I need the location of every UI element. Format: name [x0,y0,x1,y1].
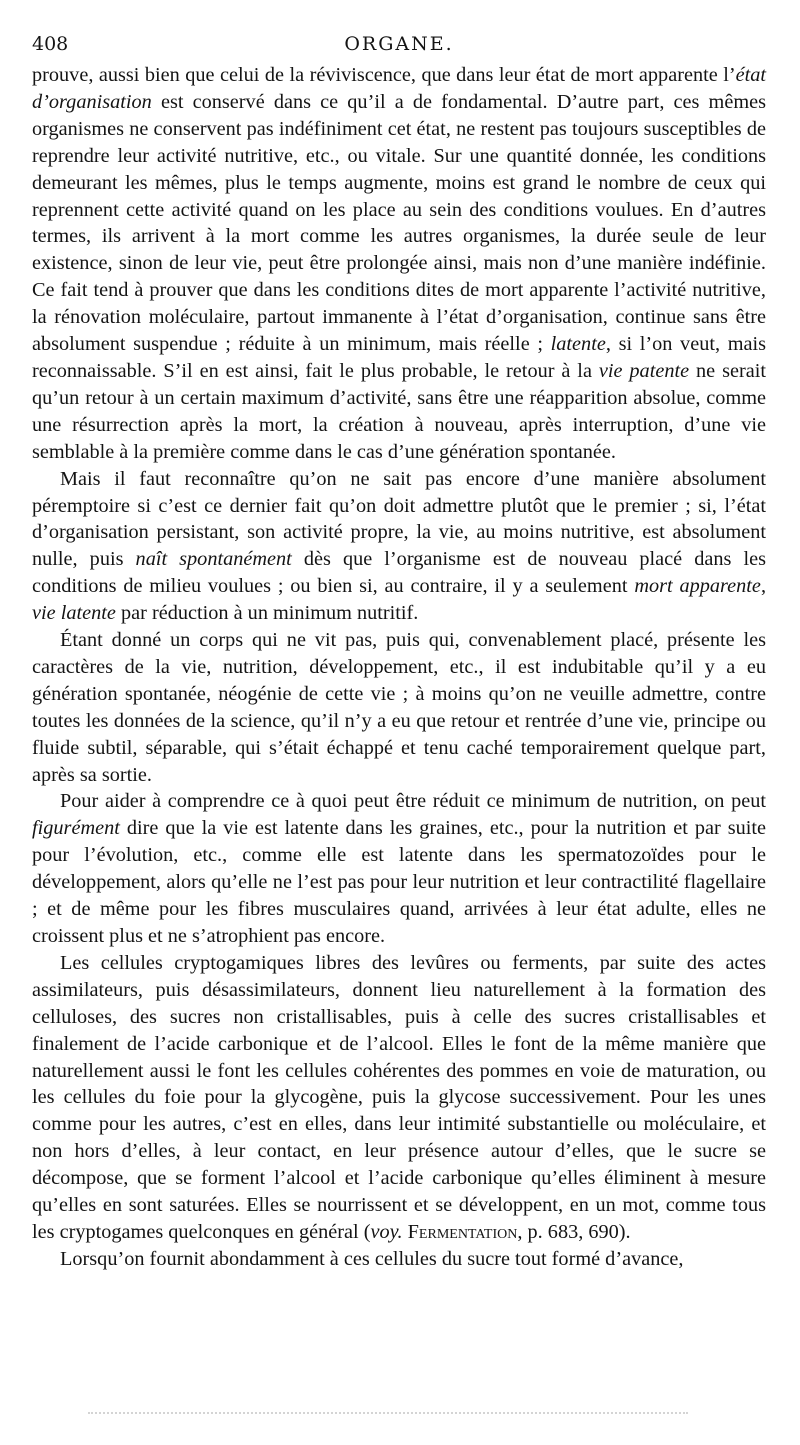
running-title: ORGANE. [344,33,454,55]
text-segment: ne serait qu’un retour à un certain maximum d’activité, sans être une réapparition absolue, comme une résurrection après la mort, la création à nouveau, après interruption, d’une vie semblable à la première comme dans le cas d’une génération spontanée. [32,359,766,463]
text-segment: vie patente [598,359,690,382]
text-segment: prouve, aussi bien que celui de la réviviscence, que dans leur état de mort apparente l’ [32,64,736,86]
page-header [32,26,766,62]
text-segment: vie latente [32,602,116,625]
text-segment: , p. 683, 690). [517,1220,631,1243]
text-segment: , si l’on veut, mais reconnaissable. S’il en est ainsi, fait le plus probable, le retour à la [32,333,767,382]
text-segment: Les cellules cryptogamiques libres des levûres ou ferments, par suite des actes assimilateurs, puis désassimilateurs, donnent lieu naturellement à la formation des celluloses, des sucres non cristallisables, puis à celle des sucres cristallisables et finalement de l’acide carbonique et de l’alcool. Elles le font de la même manière que naturellement aussi le font les cellules cohérentes des pommes en voie de maturation, ou les cellules du foie pour la glycogène, puis la glycose successivement. Pour les unes comme pour les autres, c’est en elles, dans leur intimité substantielle ou moléculaire, et non hors d’elles, à leur contact, en leur présence autour d’elles, que le sucre se décompose, que se forment l’alcool et l’acide carbonique qu’elles éliminent à mesure qu’elles en sont saturées. Elles se nourrissent et se développent, en un mot, comme tous les cryptogames quelconques en général ( [32,951,766,1243]
text-segment: Étant donné un corps qui ne vit pas, puis qui, convenablement placé, présente les caractères de la vie, nutrition, développement, etc., il est indubitable qu’il y a eu génération spontanée, néogénie de cette vie ; à moins qu’on ne veuille admettre, contre toutes les données de la science, qu’il n’y a eu que retour et rentrée d’une vie, principe ou fluide subtil, séparable, qui s’était échappé et tenu caché temporairement quelque part, après sa sortie. [32,629,766,786]
paragraph-3 [32,627,766,788]
text-segment: dire que la vie est latente dans les graines, etc., pour la nutrition et par suite pour l’évolution, etc., comme elle est latente dans les spermatozoïdes pour le développement, alors qu’elle ne l’est pas pour leur nutrition et leur contractilité flagellaire ; et de même pour les fibres musculaires quand, arrivées à leur état adulte, elles ne croissent plus et ne s’atrophient pas encore. [32,817,766,947]
paragraph-5 [32,950,766,1246]
text-segment: , [760,575,767,598]
text-segment: dès que l’organisme est de nouveau placé dans les conditions de milieu voulues ; ou bien si, au contraire, il y a seulement [32,548,766,598]
text-segment: Lorsqu’on fournit abondamment à ces cellules du sucre tout formé d’avance, [60,1247,684,1270]
text-segment: par réduction à un minimum nutritif. [115,602,419,625]
book-page [32,26,766,1273]
text-segment: Mais il faut reconnaître qu’on ne sait pas encore d’une manière absolument péremptoire si c’est ce dernier fait qu’on doit admettre plutôt que le premier ; si, l’état d’organisation persistant, son activité propre, la vie, au moins nutritive, est absolument nulle, puis [32,467,766,571]
text-segment: naît spontanément [135,548,292,571]
text-segment: Pour aider à comprendre ce à quoi peut être réduit ce minimum de nutrition, on peut [60,790,766,813]
bottom-print-smudge [88,1412,688,1417]
page-number: 408 [32,33,69,55]
text-segment: Fermentation [407,1220,518,1243]
paragraph-1 [32,62,766,466]
paragraph-4 [32,788,766,949]
text-segment: figurément [32,817,120,840]
text-segment: état d’organisation [32,64,766,113]
body-text [32,62,766,1273]
paragraph-2 [32,466,766,627]
text-segment: latente [550,333,606,356]
text-segment: est conservé dans ce qu’il a de fondamental. D’autre part, ces mêmes organismes ne conservent pas indéfiniment cet état, ne restent pas toujours susceptibles de reprendre leur activité nutritive, etc., ou vitale. Sur une quantité donnée, les conditions demeurant les mêmes, plus le temps augmente, moins est grand le nombre de ceux qui reprennent cette activité quand on les place au sein des conditions voulues. En d’autres termes, ils arrivent à la mort comme les autres organismes, la durée seule de leur existence, sinon de leur vie, peut être prolongée ainsi, mais non d’une manière indéfinie. Ce fait tend à prouver que dans les conditions dites de mort apparente l’activité nutritive, la rénovation moléculaire, partout immanente à l’état d’organisation, continue sans être absolument suspendue ; réduite à un minimum, mais réelle ; [32,90,766,356]
text-segment: voy. [370,1220,403,1243]
paragraph-6 [32,1246,766,1273]
text-segment: mort apparente [634,575,761,598]
